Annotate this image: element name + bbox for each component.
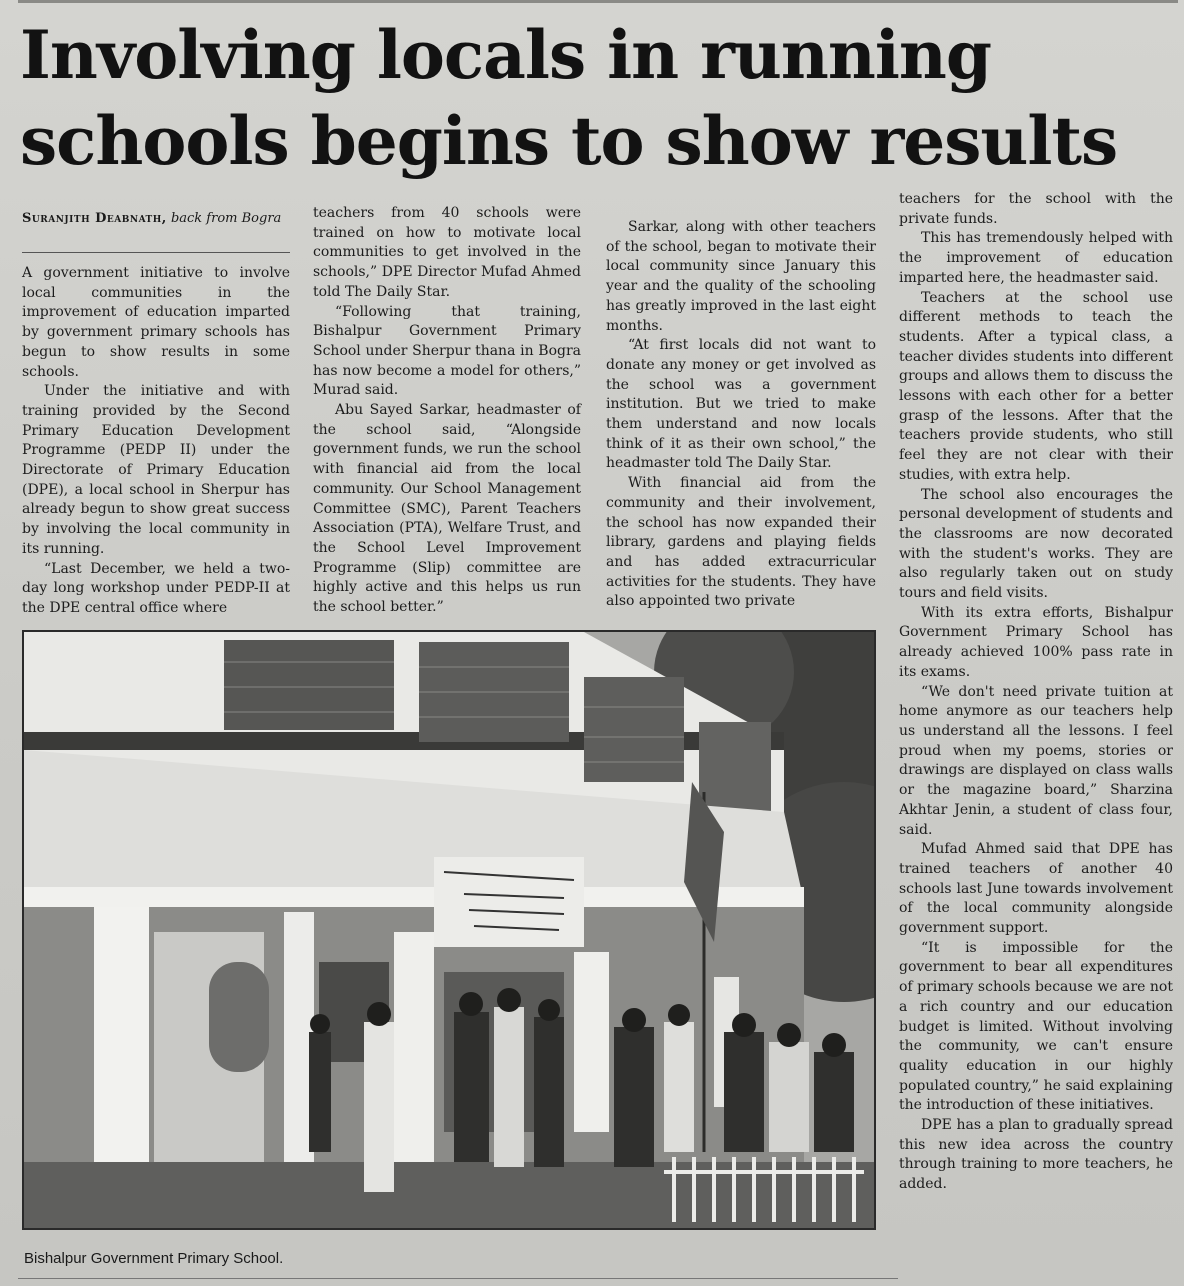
- paragraph: “Last December, we held a two-day long workshop under PEDP-II at the DPE central office where: [22, 560, 290, 616]
- paragraph: “At first locals did not want to donate any money or get involved as the school was a government institution. But we tried to make them understand and now locals think of it as their own school,” the headmaster told The Daily Star.: [606, 337, 876, 472]
- article-column-1: [22, 264, 290, 619]
- byline-name: Suranjith Deabnath,: [22, 211, 167, 226]
- byline-rule: [22, 252, 290, 253]
- paragraph: Sarkar, along with other teachers of the school, began to motivate their local community since January this year and the quality of the schooling has greatly improved in the last eight months.: [606, 219, 876, 334]
- paragraph: teachers for the school with the private funds.: [899, 191, 1173, 227]
- paragraph: “We don't need private tuition at home anymore as our teachers help us understand all the lessons. I feel proud when my poems, stories or drawings are displayed on class walls or the magazine board,” Sharzina Akhtar Jenin, a student of class four, said.: [899, 683, 1173, 838]
- school-building-illustration: [24, 632, 874, 1228]
- byline-location: back from Bogra: [170, 211, 282, 226]
- paragraph: teachers from 40 schools were trained on how to motivate local communities to get involved in the schools,” DPE Director Mufad Ahmed told The Daily Star.: [313, 205, 581, 300]
- paragraph: The school also encourages the personal development of students and the classrooms are now decorated with the student's works. They are also regularly taken out on study tours and field visits.: [899, 486, 1173, 602]
- paragraph: With financial aid from the community and their involvement, the school has now expanded their library, gardens and playing fields and has added extracurricular activities for the students. They have also appointed two private: [606, 475, 876, 610]
- paragraph: “It is impossible for the government to bear all expenditures of primary schools because we are not a rich country and our education budget is limited. Without involving the community, we can't ensure quality education in our highly populated country,” he said explaining the introduction of these initiatives.: [899, 939, 1173, 1114]
- photo-caption: Bishalpur Government Primary School.: [24, 1250, 284, 1267]
- school-photo: [22, 630, 876, 1230]
- paragraph: Teachers at the school use different methods to teach the students. After a typical class, a teacher divides students into different groups and allows them to discuss the lessons with each other for a better grasp of the lessons. After that the teachers provide students, who still feel they are not clear with their studies, with extra help.: [899, 289, 1173, 483]
- paragraph: This has tremendously helped with the improvement of education imparted here, the headmaster said.: [899, 230, 1173, 286]
- paragraph: Mufad Ahmed said that DPE has trained teachers of another 40 schools last June towards involvement of the local community alongside government support.: [899, 841, 1173, 937]
- bottom-rule: [18, 1278, 898, 1279]
- paragraph: A government initiative to involve local communities in the improvement of education imparted by government primary schools has begun to show results in some schools.: [22, 265, 290, 380]
- byline: [22, 210, 290, 228]
- headline: Involving locals in running schools begins to show results: [20, 16, 1118, 180]
- paragraph: Abu Sayed Sarkar, headmaster of the school said, “Alongside government funds, we run the school with financial aid from the local community. Our School Management Committee (SMC), Parent Teachers Association (PTA), Welfare Trust, and the School Level Improvement Programme (Slip) committee are highly active and this helps us run the school better.”: [313, 402, 581, 616]
- top-rule: [18, 0, 1178, 3]
- paragraph: With its extra efforts, Bishalpur Government Primary School has already achieved 100% pass rate in its exams.: [899, 604, 1173, 680]
- paragraph: “Following that training, Bishalpur Government Primary School under Sherpur thana in Bogra has now become a model for others,” Murad said.: [313, 303, 581, 399]
- paragraph: DPE has a plan to gradually spread this new idea across the country through training to more teachers, he added.: [899, 1117, 1173, 1193]
- article-column-3: [606, 218, 876, 612]
- paragraph: Under the initiative and with training provided by the Second Primary Education Development Programme (PEDP II) under the Directorate of Primary Education (DPE), a local school in Sherpur has already begun to show great success by involving the local community in its running.: [22, 383, 290, 557]
- article-column-2: [313, 204, 581, 618]
- article-column-4: [899, 190, 1173, 1195]
